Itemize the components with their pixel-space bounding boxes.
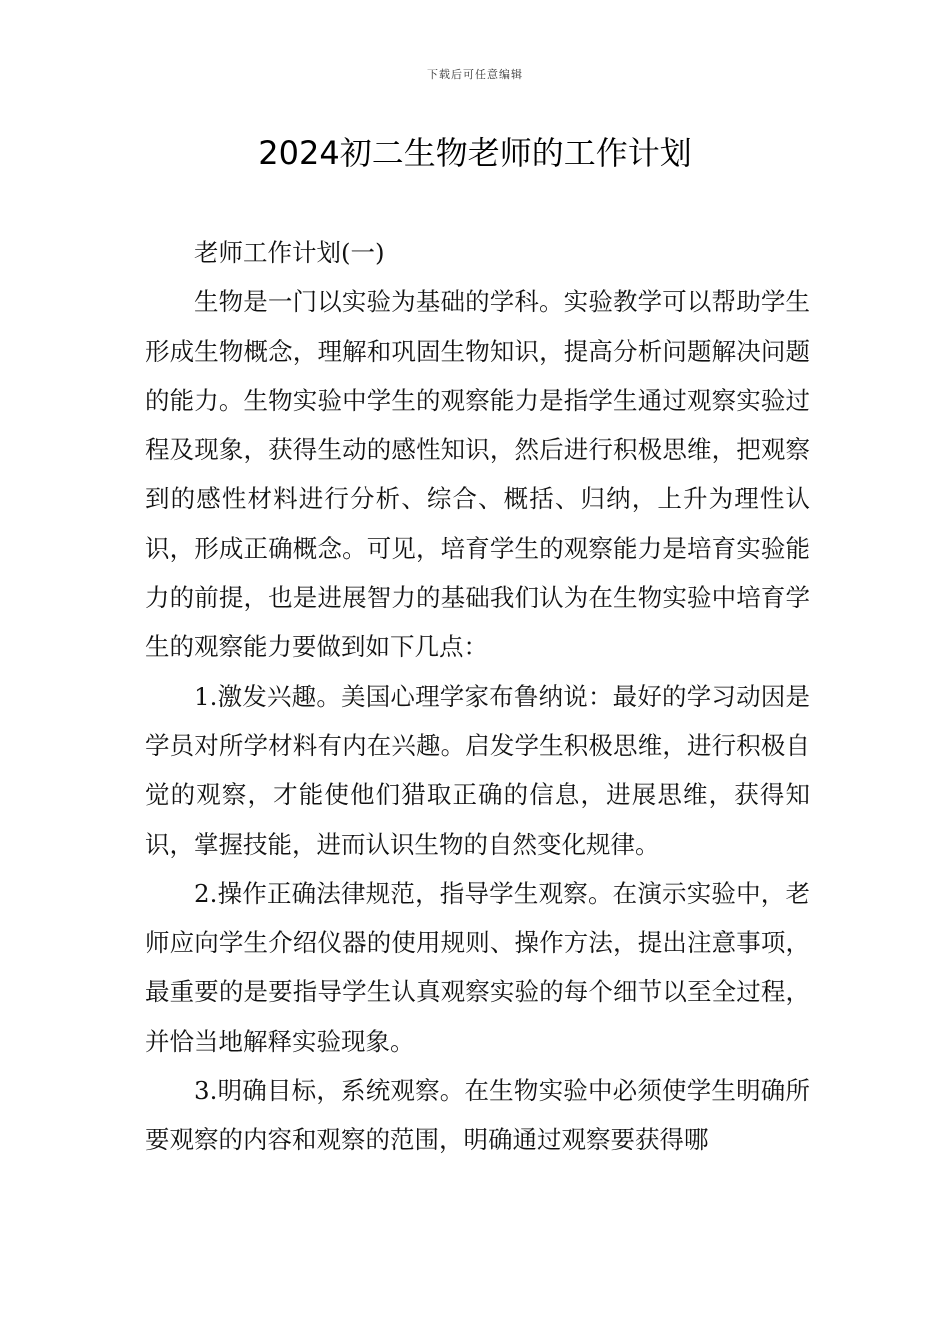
paragraph: 3.明确目标，系统观察。在生物实验中必须使学生明确所要观察的内容和观察的范围，明确通过观察要获得哪 [145,1076,810,1155]
document-body [145,228,810,1165]
paragraph: 生物是一门以实验为基础的学科。实验教学可以帮助学生形成生物概念，理解和巩固生物知识，提高分析问题解决问题的能力。生物实验中学生的观察能力是指学生通过观察实验过程及现象，获得生动的感性知识，然后进行积极思维，把观察到的感性材料进行分析、综合、概括、归纳，上升为理性认识，形成正确概念。可见，培育学生的观察能力是培育实验能力的前提，也是进展智力的基础我们认为在生物实验中培育学生的观察能力要做到如下几点： [145,287,810,662]
paragraph: 1.激发兴趣。美国心理学家布鲁纳说：最好的学习动因是学员对所学材料有内在兴趣。启发学生积极思维，进行积极自觉的观察，才能使他们猎取正确的信息，进展思维，获得知识，掌握技能，进而认识生物的自然变化规律。 [145,681,810,859]
section-heading: 老师工作计划(一) [194,238,385,267]
document-title: 2024初二生物老师的工作计划 [258,134,692,172]
header-note: 下载后可任意编辑 [427,68,523,81]
paragraph: 2.操作正确法律规范，指导学生观察。在演示实验中，老师应向学生介绍仪器的使用规则、操作方法，提出注意事项，最重要的是要指导学生认真观察实验的每个细节以至全过程，并恰当地解释实验现象。 [145,878,810,1056]
